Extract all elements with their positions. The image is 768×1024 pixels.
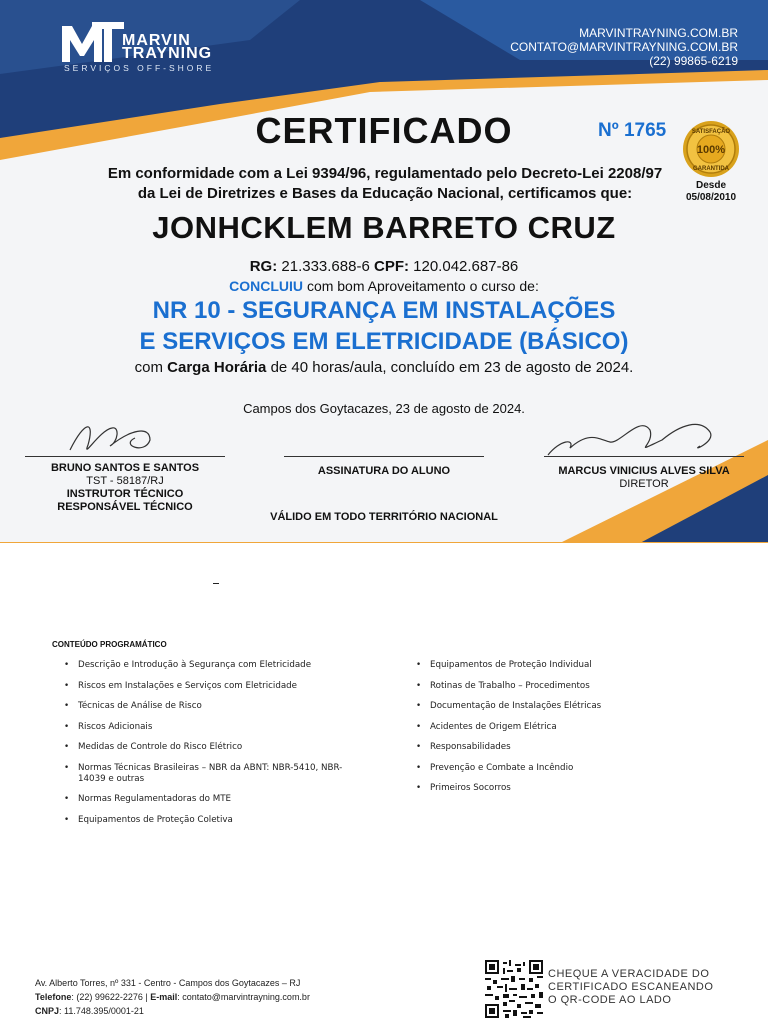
footer-phone-label: Telefone [35, 992, 72, 1002]
student-name: JONHCKLEM BARRETO CRUZ [152, 210, 616, 245]
program-list-left [63, 660, 363, 835]
list-item: • Equipamentos de Proteção Individual [415, 660, 715, 671]
concluiu-text: CONCLUIU [229, 278, 304, 294]
signature-line-right [544, 456, 744, 457]
rg-label: RG: [249, 258, 278, 275]
director-role: DIRETOR [619, 478, 669, 490]
seal-center-text: 100% [696, 144, 726, 156]
footer-cnpj-label: CNPJ [35, 1006, 60, 1016]
signature-line-left [25, 456, 225, 457]
list-item: • Descrição e Introdução à Segurança com Eletricidade [63, 660, 363, 671]
hours-line [0, 359, 768, 376]
certificate-title: CERTIFICADO [255, 110, 513, 151]
list-item: • Medidas de Controle do Risco Elétrico [63, 742, 363, 753]
instructor-registration: TST - 58187/RJ [86, 475, 164, 487]
list-item: • Normas Regulamentadoras do MTE [63, 794, 363, 805]
list-item: • Riscos Adicionais [63, 722, 363, 733]
list-item: • Rotinas de Trabalho – Procedimentos [415, 681, 715, 692]
logo-mark-icon [62, 22, 124, 62]
list-item: • Acidentes de Origem Elétrica [415, 722, 715, 733]
seal-bottom-text: GARANTIDA [693, 166, 729, 172]
list-item: • Documentação de Instalações Elétricas [415, 701, 715, 712]
completion-line [0, 278, 768, 294]
since-label: Desde [695, 180, 726, 191]
intro-text [40, 164, 730, 204]
qr-line3: O QR-CODE AO LADO [548, 994, 672, 1006]
signature-center [284, 465, 484, 478]
logo-line2: TRAYNING [122, 45, 213, 62]
logo-line1: MARVIN [122, 32, 191, 49]
qr-line2: CERTIFICADO ESCANEANDO [548, 981, 714, 993]
footer-contact [35, 976, 310, 1018]
director-name: MARCUS VINICIUS ALVES SILVA [558, 465, 730, 477]
concluiu-rest: com bom Aproveitamento o curso de: [306, 278, 539, 294]
list-item: • Prevenção e Combate a Incêndio [415, 763, 715, 774]
program-title: CONTEÚDO PROGRAMÁTICO [52, 640, 167, 649]
website-text: MARVINTRAYNING.COM.BR [579, 26, 738, 40]
footer-cnpj [35, 1004, 310, 1018]
footer-address: Av. Alberto Torres, nº 331 - Centro - Campos dos Goytacazes – RJ [35, 978, 301, 988]
signature-line-center [284, 456, 484, 457]
signature-left [25, 462, 225, 514]
footer-email-value: : contato@marvintrayning.com.br [177, 992, 310, 1002]
program-list-right [415, 660, 715, 804]
certificate-number: Nº 1765 [598, 120, 667, 141]
intro-line2: da Lei de Diretrizes e Bases da Educação Nacional, certificamos que: [137, 185, 633, 202]
list-item: • Responsabilidades [415, 742, 715, 753]
logo-subtitle: SERVIÇOS OFF-SHORE [64, 63, 215, 73]
contact-block [510, 26, 738, 68]
hours-bold: Carga Horária [167, 359, 267, 376]
qr-instructions [548, 968, 713, 1007]
instructor-role1: INSTRUTOR TÉCNICO [66, 488, 184, 500]
qr-line1: CHEQUE A VERACIDADE DO [548, 968, 710, 980]
footer-phone-email [35, 990, 310, 1004]
instructor-role2: RESPONSÁVEL TÉCNICO [57, 501, 193, 513]
dash-mark [213, 583, 219, 584]
phone-text: (22) 99865-6219 [649, 54, 738, 68]
list-item: • Técnicas de Análise de Risco [63, 701, 363, 712]
list-item: • Riscos em Instalações e Serviços com Eletricidade [63, 681, 363, 692]
course-line1: NR 10 - SEGURANÇA EM INSTALAÇÕES [152, 297, 616, 324]
cpf-value: 120.042.687-86 [413, 258, 519, 275]
course-line2: E SERVIÇOS EM ELETRICIDADE (BÁSICO) [139, 328, 629, 355]
logo-wordmark [122, 34, 212, 60]
rg-value: 21.333.688-6 [281, 258, 370, 275]
footer-cnpj-value: : 11.748.395/0001-21 [59, 1006, 144, 1016]
hours-prefix: com [134, 359, 163, 376]
cpf-label: CPF: [373, 258, 409, 275]
email-text: CONTATO@MARVINTRAYNING.COM.BR [510, 40, 738, 54]
place-date: Campos dos Goytacazes, 23 de agosto de 2024. [243, 401, 525, 416]
student-ids [0, 258, 768, 275]
list-item: • Normas Técnicas Brasileiras – NBR da ABNT: NBR-5410, NBR-14039 e outras [63, 763, 363, 785]
footer-email-label: E-mail [150, 992, 178, 1002]
intro-line1: Em conformidade com a Lei 9394/96, regulamentado pelo Decreto-Lei 2208/97 [107, 165, 663, 182]
instructor-name: BRUNO SANTOS E SANTOS [50, 462, 200, 474]
seal-top-text: SATISFAÇÃO [691, 129, 731, 135]
hours-rest: de 40 horas/aula, concluído em 23 de agosto de 2024. [270, 359, 634, 376]
signature-right [544, 465, 744, 491]
footer-phone-value: : (22) 99622-2276 | [71, 992, 151, 1002]
qr-code-icon[interactable] [485, 960, 543, 1018]
validity-text: VÁLIDO EM TODO TERRITÓRIO NACIONAL [270, 511, 498, 523]
list-item: • Primeiros Socorros [415, 783, 715, 794]
student-signature-label: ASSINATURA DO ALUNO [317, 465, 451, 477]
list-item: • Equipamentos de Proteção Coletiva [63, 815, 363, 826]
since-date: 05/08/2010 [685, 192, 737, 203]
course-title [0, 295, 768, 357]
